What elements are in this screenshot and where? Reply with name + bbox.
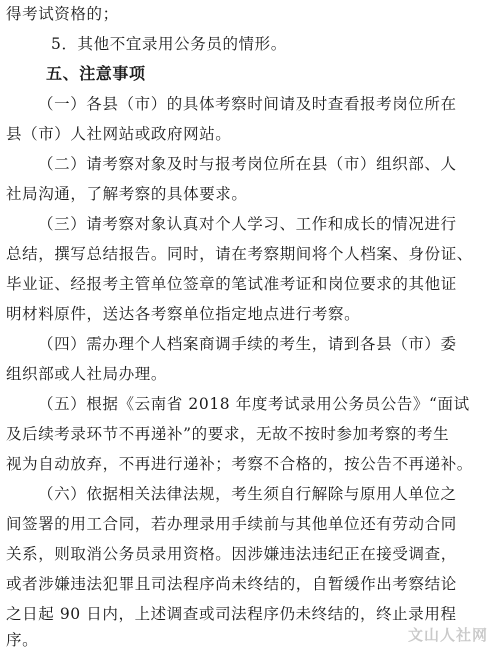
text-line: 明材料原件，送达各考察单位指定地点进行考察。 — [6, 305, 361, 323]
text-line: 及后续考录环节不再递补”的要求，无故不按时参加考察的考生 — [6, 425, 450, 443]
text-line: （三）请考察对象认真对个人学习、工作和成长的情况进行 — [38, 215, 457, 233]
text-line: 组织部或人社局办理。 — [6, 365, 168, 383]
text-line: 之日起 90 日内，上述调查或司法程序仍未终结的，终止录用程 — [6, 605, 457, 623]
text-line: 或者涉嫌违法犯罪且司法程序尚未终结的，自暂缓作出考察结论 — [6, 575, 457, 593]
text-line: 间签署的用工合同，若办理录用手续前与其他单位还有劳动合同 — [6, 515, 457, 533]
section-heading: 五、注意事项 — [46, 64, 146, 83]
text-line: 得考试资格的； — [6, 5, 119, 23]
text-line: 毕业证、经报考主管单位签章的笔试准考证和岗位要求的其他证 — [6, 275, 457, 293]
text-line: （一）各县（市）的具体考察时间请及时查看报考岗位所在 — [38, 95, 457, 113]
text-line: 总结，撰写总结报告。同时，请在考察期间将个人档案、身份证、 — [6, 245, 473, 263]
text-line: （五）根据《云南省 2018 年度考试录用公务员公告》“面试 — [38, 395, 470, 413]
text-line: 序。 — [6, 631, 39, 649]
watermark: 文山人社网 — [407, 626, 488, 644]
text-line: （四）需办理个人档案商调手续的考生，请到各县（市）委 — [38, 335, 457, 353]
text-line: （二）请考察对象及时与报考岗位所在县（市）组织部、人 — [38, 155, 457, 173]
text-line: 县（市）人社网站或政府网站。 — [6, 125, 232, 143]
text-line: 社局沟通，了解考察的具体要求。 — [6, 185, 248, 203]
text-line: 关系，则取消公务员录用资格。因涉嫌违法违纪正在接受调查， — [6, 545, 457, 563]
text-line: （六）依据相关法律法规，考生须自行解除与原用人单位之 — [38, 485, 457, 503]
text-line: 5．其他不宜录用公务员的情形。 — [51, 35, 287, 53]
text-line: 视为自动放弃，不再进行递补；考察不合格的，按公告不再递补。 — [6, 455, 473, 473]
